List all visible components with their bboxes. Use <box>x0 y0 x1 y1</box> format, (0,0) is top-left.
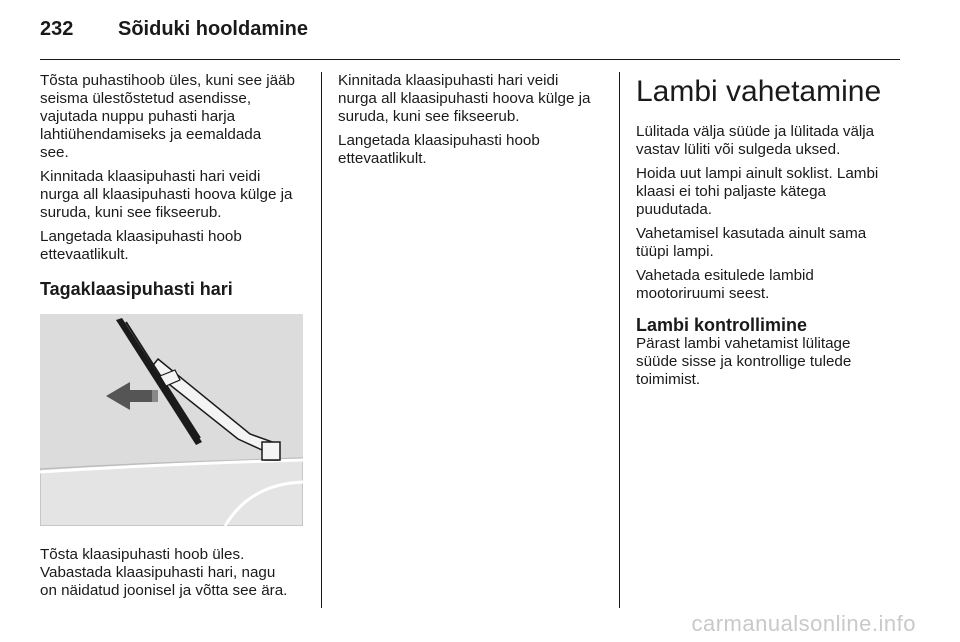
page-number: 232 <box>40 18 74 40</box>
watermark: carmanualsonline.info <box>691 611 916 636</box>
paragraph: Hoida uut lampi ainult soklist. Lambi klaasi ei tohi paljaste kätega puudutada. <box>636 165 879 218</box>
paragraph: Kinnitada klaasipuhasti hari veidi nurga all klaasipuhasti hoova külge ja suruda, kuni see fikseerub. <box>40 168 293 221</box>
wiper-drawing <box>40 314 303 526</box>
paragraph: Pärast lambi vahetamist lülitage süüde sisse ja kontrollige tulede toimimist. <box>636 335 852 388</box>
paragraph: Kinnitada klaasipuhasti hari veidi nurga all klaasipuhasti hoova külge ja suruda, kuni see fikseerub. <box>338 72 591 125</box>
rear-wiper-heading: Tagaklaasipuhasti hari <box>40 279 233 299</box>
column-right <box>636 72 906 395</box>
paragraph: Lülitada välja süüde ja lülitada välja vastav lüliti või sulgeda uksed. <box>636 123 875 158</box>
paragraph: Langetada klaasipuhasti hoob ettevaatlikult. <box>40 228 242 263</box>
paragraph: Langetada klaasipuhasti hoob ettevaatlikult. <box>338 132 540 167</box>
paragraph: Tõsta klaasipuhasti hoob üles. Vabastada klaasipuhasti hari, nagu on näidatud joonisel ja võtta see ära. <box>40 546 288 599</box>
paragraph: Vahetada esitulede lambid mootoriruumi seest. <box>636 267 814 302</box>
paragraph: Tõsta puhastihoob üles, kuni see jääb seisma ülestõstetud asendisse, vajutada nuppu puhasti harja lahtiühendamiseks ja eemaldada see. <box>40 72 295 161</box>
bulb-check-heading: Lambi kontrollimine <box>636 315 808 335</box>
column-divider <box>619 72 620 608</box>
paragraph: Vahetamisel kasutada ainult sama tüüpi lampi. <box>636 225 867 260</box>
section-title: Sõiduki hooldamine <box>118 18 309 40</box>
bulb-replacement-heading: Lambi vahetamine <box>636 75 882 108</box>
column-divider <box>321 72 322 608</box>
column-middle <box>338 72 608 174</box>
header-divider <box>40 59 900 60</box>
rear-wiper-illustration <box>40 314 303 526</box>
page-header <box>40 18 900 58</box>
column-left <box>40 72 310 606</box>
